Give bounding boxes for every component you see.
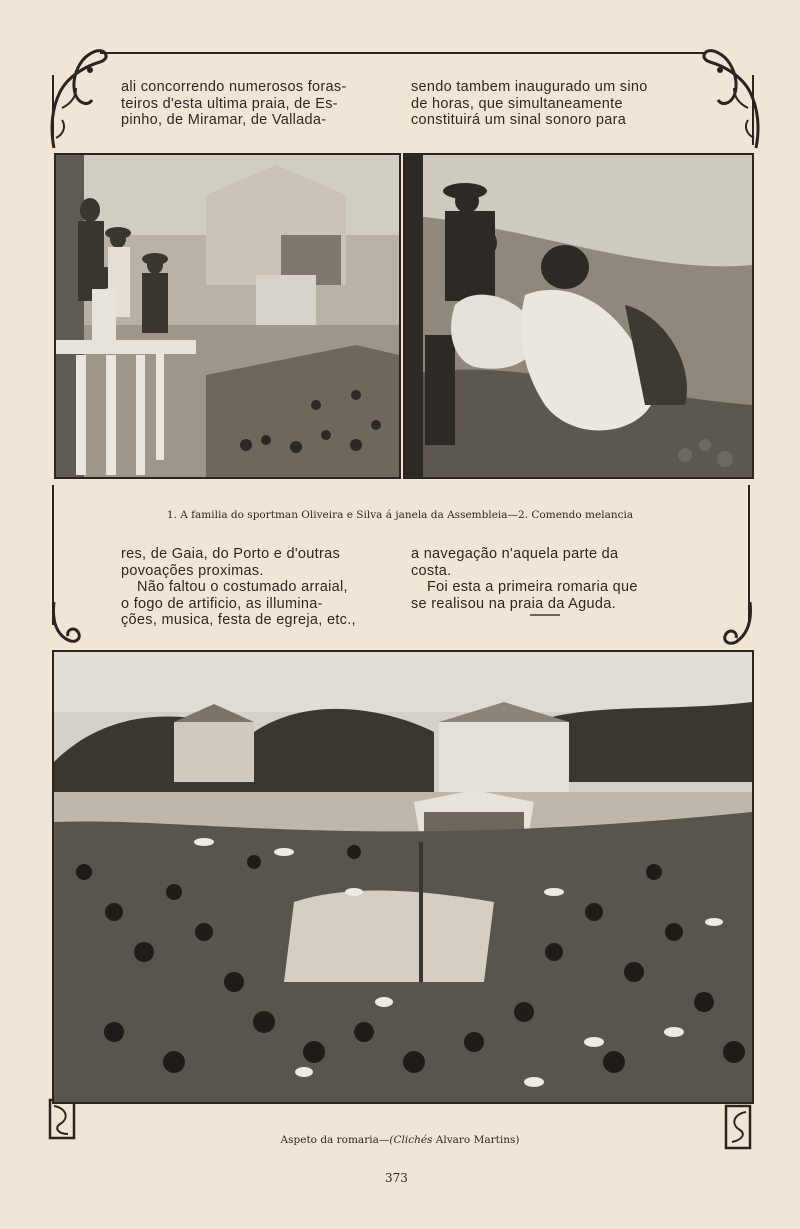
- ornament-bottom-right-icon: [720, 1104, 756, 1152]
- text-line: o fogo de artificio, as illumina-: [121, 595, 323, 612]
- frame-top-rule: [100, 52, 705, 54]
- ornament-middle-right-icon: [718, 600, 758, 656]
- text-line: Não faltou o costumado arraial,: [137, 579, 348, 595]
- text-line: ali concorrendo numerosos foras-: [121, 79, 347, 95]
- caption-credit: Alvaro Martins): [432, 1134, 520, 1146]
- text-line: res, de Gaia, do Porto e d'outras: [121, 546, 341, 562]
- ornament-top-left-icon: [46, 48, 110, 152]
- text-line: ções, musica, festa de egreja, etc.,: [121, 612, 356, 628]
- page-number: 373: [385, 1171, 408, 1185]
- eating-watermelon-photo: [403, 153, 754, 479]
- caption-italic: (Clichés: [389, 1134, 433, 1146]
- text-line: a navegação n'aquela parte da: [411, 546, 619, 562]
- text-line: pinho, de Miramar, de Vallada-: [121, 112, 327, 128]
- middle-text-right-column: [411, 546, 691, 612]
- text-line: sendo tambem inaugurado um sino: [411, 79, 648, 95]
- text-line: costa.: [411, 562, 452, 579]
- middle-text-left-column: [121, 546, 396, 629]
- end-mark-flourish: [530, 614, 560, 616]
- photo-caption-top: 1. A familia do sportman Oliveira e Silva á janela da Assembleia—2. Comendo melancia: [166, 509, 634, 521]
- top-text-right-column: [411, 79, 691, 129]
- caption-main: Aspeto da romaria—: [280, 1134, 390, 1146]
- top-text-left-column: [121, 79, 391, 129]
- ornament-top-right-icon: [700, 48, 764, 152]
- text-line: se realisou na praia da Aguda.: [411, 595, 616, 612]
- balcony-family-photo: [54, 153, 401, 479]
- ornament-middle-left-icon: [46, 600, 86, 648]
- text-line: Foi esta a primeira romaria que: [427, 579, 638, 595]
- text-line: povoações proximas.: [121, 562, 264, 579]
- text-line: de horas, que simultaneamente: [411, 95, 623, 112]
- ornament-bottom-left-icon: [46, 1098, 80, 1142]
- text-line: constituirá um sinal sonoro para: [411, 112, 627, 128]
- romaria-crowd-photo: [52, 650, 754, 1104]
- photo-caption-bottom: [150, 1134, 650, 1146]
- text-line: teiros d'esta ultima praia, de Es-: [121, 95, 338, 112]
